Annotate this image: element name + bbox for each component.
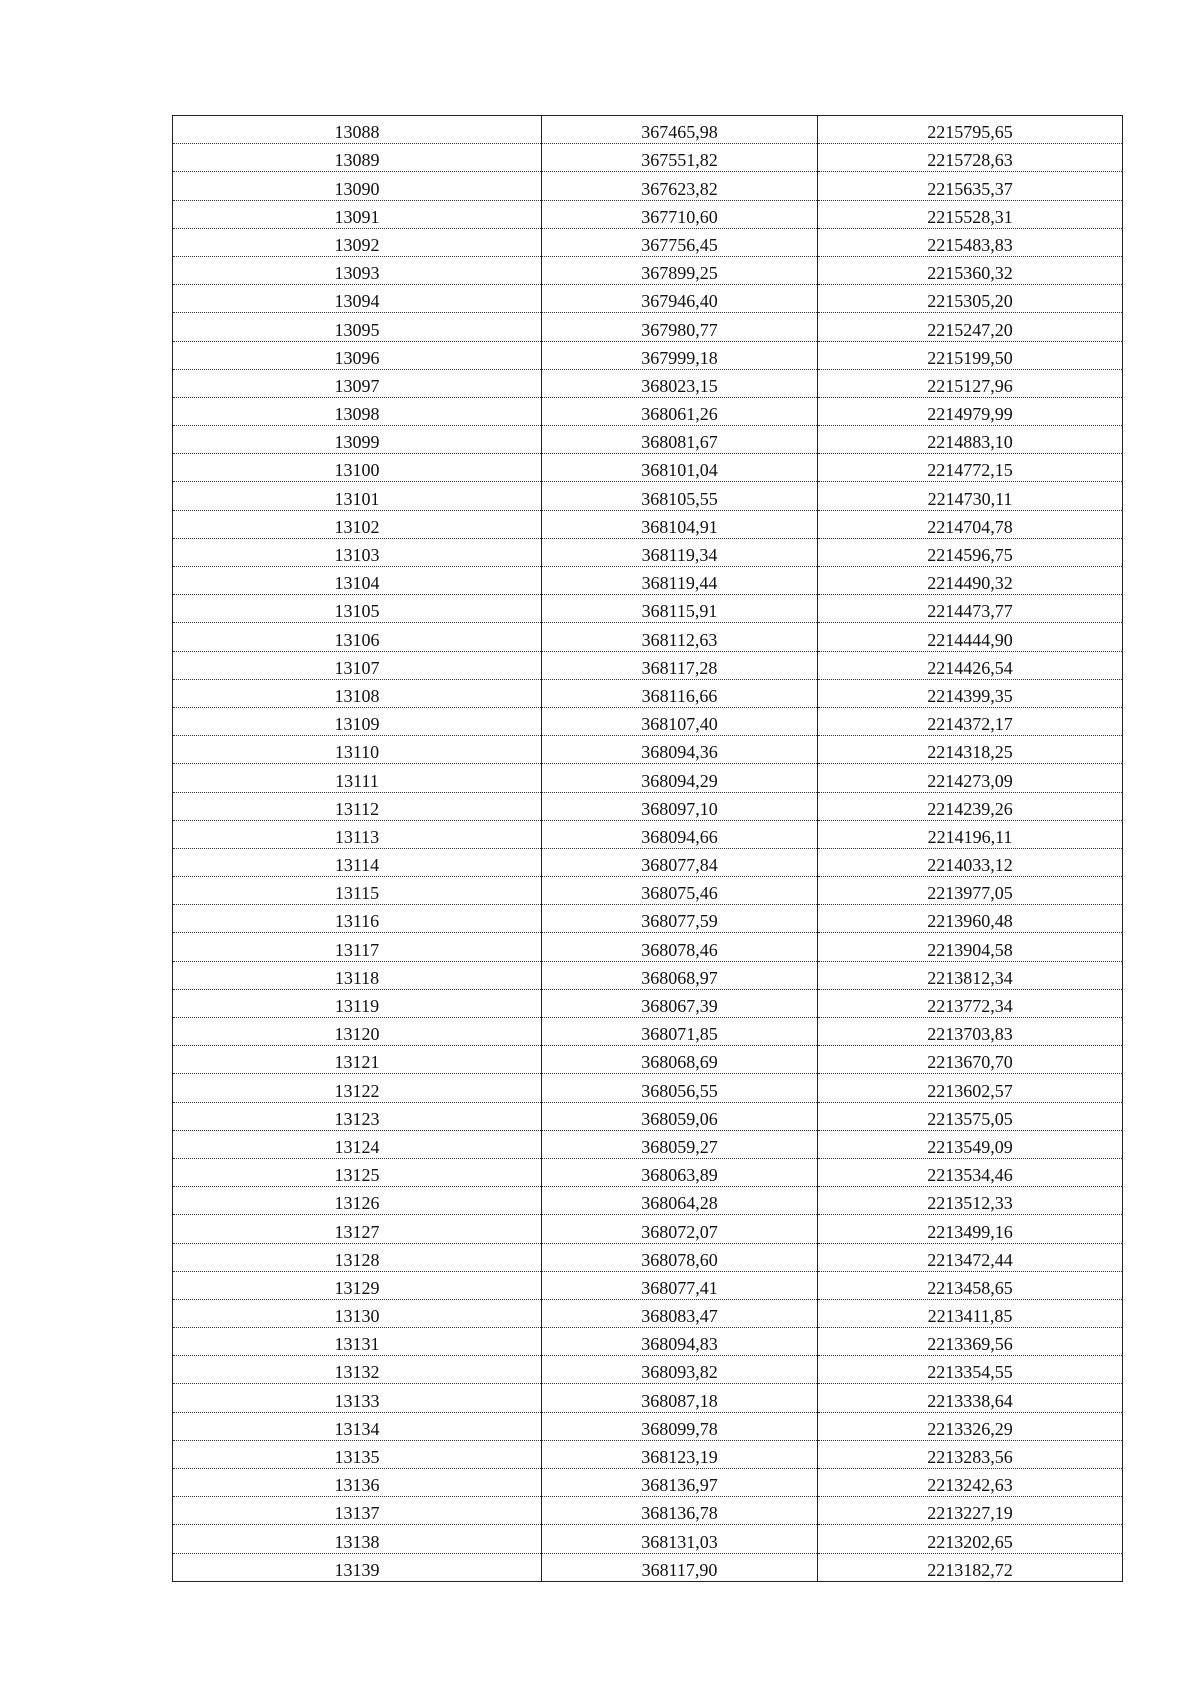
y-coordinate-cell: 2215127,96 bbox=[818, 369, 1123, 397]
point-number-cell: 13089 bbox=[173, 144, 542, 172]
point-number-cell: 13132 bbox=[173, 1356, 542, 1384]
point-number-cell: 13100 bbox=[173, 454, 542, 482]
point-number-cell: 13107 bbox=[173, 651, 542, 679]
x-coordinate-cell: 367999,18 bbox=[542, 341, 818, 369]
table-row bbox=[173, 567, 1123, 595]
point-number-cell: 13129 bbox=[173, 1271, 542, 1299]
table-row bbox=[173, 1243, 1123, 1271]
point-number-cell: 13126 bbox=[173, 1187, 542, 1215]
y-coordinate-cell: 2213283,56 bbox=[818, 1440, 1123, 1468]
x-coordinate-cell: 368083,47 bbox=[542, 1299, 818, 1327]
table-row bbox=[173, 707, 1123, 735]
point-number-cell: 13135 bbox=[173, 1440, 542, 1468]
x-coordinate-cell: 368077,41 bbox=[542, 1271, 818, 1299]
point-number-cell: 13091 bbox=[173, 200, 542, 228]
x-coordinate-cell: 368071,85 bbox=[542, 1018, 818, 1046]
x-coordinate-cell: 368068,69 bbox=[542, 1046, 818, 1074]
table-row bbox=[173, 651, 1123, 679]
y-coordinate-cell: 2215528,31 bbox=[818, 200, 1123, 228]
point-number-cell: 13112 bbox=[173, 792, 542, 820]
table-row bbox=[173, 679, 1123, 707]
coordinates-table bbox=[172, 115, 1123, 1582]
coordinates-table-body bbox=[173, 116, 1123, 1582]
y-coordinate-cell: 2214596,75 bbox=[818, 538, 1123, 566]
x-coordinate-cell: 368101,04 bbox=[542, 454, 818, 482]
table-row bbox=[173, 1553, 1123, 1581]
point-number-cell: 13105 bbox=[173, 595, 542, 623]
point-number-cell: 13128 bbox=[173, 1243, 542, 1271]
point-number-cell: 13116 bbox=[173, 905, 542, 933]
point-number-cell: 13090 bbox=[173, 172, 542, 200]
point-number-cell: 13117 bbox=[173, 933, 542, 961]
x-coordinate-cell: 368056,55 bbox=[542, 1074, 818, 1102]
table-row bbox=[173, 1384, 1123, 1412]
point-number-cell: 13137 bbox=[173, 1497, 542, 1525]
point-number-cell: 13134 bbox=[173, 1412, 542, 1440]
x-coordinate-cell: 368068,97 bbox=[542, 961, 818, 989]
x-coordinate-cell: 368077,84 bbox=[542, 848, 818, 876]
y-coordinate-cell: 2214730,11 bbox=[818, 482, 1123, 510]
point-number-cell: 13136 bbox=[173, 1469, 542, 1497]
x-coordinate-cell: 368097,10 bbox=[542, 792, 818, 820]
point-number-cell: 13131 bbox=[173, 1328, 542, 1356]
table-row bbox=[173, 1497, 1123, 1525]
point-number-cell: 13119 bbox=[173, 989, 542, 1017]
x-coordinate-cell: 368093,82 bbox=[542, 1356, 818, 1384]
x-coordinate-cell: 368063,89 bbox=[542, 1158, 818, 1186]
x-coordinate-cell: 368112,63 bbox=[542, 623, 818, 651]
x-coordinate-cell: 368116,66 bbox=[542, 679, 818, 707]
y-coordinate-cell: 2213549,09 bbox=[818, 1130, 1123, 1158]
table-row bbox=[173, 877, 1123, 905]
y-coordinate-cell: 2213904,58 bbox=[818, 933, 1123, 961]
table-row bbox=[173, 623, 1123, 651]
x-coordinate-cell: 367980,77 bbox=[542, 313, 818, 341]
point-number-cell: 13096 bbox=[173, 341, 542, 369]
point-number-cell: 13127 bbox=[173, 1215, 542, 1243]
y-coordinate-cell: 2215483,83 bbox=[818, 228, 1123, 256]
x-coordinate-cell: 367710,60 bbox=[542, 200, 818, 228]
x-coordinate-cell: 368067,39 bbox=[542, 989, 818, 1017]
table-row bbox=[173, 1271, 1123, 1299]
x-coordinate-cell: 367551,82 bbox=[542, 144, 818, 172]
point-number-cell: 13130 bbox=[173, 1299, 542, 1327]
table-row bbox=[173, 1299, 1123, 1327]
x-coordinate-cell: 367756,45 bbox=[542, 228, 818, 256]
table-row bbox=[173, 1158, 1123, 1186]
table-row bbox=[173, 1046, 1123, 1074]
table-row bbox=[173, 228, 1123, 256]
x-coordinate-cell: 368078,60 bbox=[542, 1243, 818, 1271]
table-row bbox=[173, 144, 1123, 172]
x-coordinate-cell: 368075,46 bbox=[542, 877, 818, 905]
y-coordinate-cell: 2214273,09 bbox=[818, 764, 1123, 792]
x-coordinate-cell: 368072,07 bbox=[542, 1215, 818, 1243]
point-number-cell: 13125 bbox=[173, 1158, 542, 1186]
point-number-cell: 13122 bbox=[173, 1074, 542, 1102]
y-coordinate-cell: 2214772,15 bbox=[818, 454, 1123, 482]
table-row bbox=[173, 313, 1123, 341]
y-coordinate-cell: 2215360,32 bbox=[818, 256, 1123, 284]
y-coordinate-cell: 2214399,35 bbox=[818, 679, 1123, 707]
table-row bbox=[173, 172, 1123, 200]
table-row bbox=[173, 764, 1123, 792]
y-coordinate-cell: 2214426,54 bbox=[818, 651, 1123, 679]
y-coordinate-cell: 2214704,78 bbox=[818, 510, 1123, 538]
point-number-cell: 13103 bbox=[173, 538, 542, 566]
y-coordinate-cell: 2215247,20 bbox=[818, 313, 1123, 341]
x-coordinate-cell: 368099,78 bbox=[542, 1412, 818, 1440]
y-coordinate-cell: 2213202,65 bbox=[818, 1525, 1123, 1553]
point-number-cell: 13106 bbox=[173, 623, 542, 651]
table-row bbox=[173, 397, 1123, 425]
point-number-cell: 13095 bbox=[173, 313, 542, 341]
y-coordinate-cell: 2213534,46 bbox=[818, 1158, 1123, 1186]
x-coordinate-cell: 368023,15 bbox=[542, 369, 818, 397]
x-coordinate-cell: 367899,25 bbox=[542, 256, 818, 284]
table-row bbox=[173, 848, 1123, 876]
point-number-cell: 13104 bbox=[173, 567, 542, 595]
x-coordinate-cell: 367465,98 bbox=[542, 116, 818, 144]
x-coordinate-cell: 368087,18 bbox=[542, 1384, 818, 1412]
y-coordinate-cell: 2214318,25 bbox=[818, 736, 1123, 764]
x-coordinate-cell: 368123,19 bbox=[542, 1440, 818, 1468]
point-number-cell: 13110 bbox=[173, 736, 542, 764]
y-coordinate-cell: 2214979,99 bbox=[818, 397, 1123, 425]
y-coordinate-cell: 2213458,65 bbox=[818, 1271, 1123, 1299]
point-number-cell: 13124 bbox=[173, 1130, 542, 1158]
y-coordinate-cell: 2213472,44 bbox=[818, 1243, 1123, 1271]
y-coordinate-cell: 2215728,63 bbox=[818, 144, 1123, 172]
table-row bbox=[173, 256, 1123, 284]
point-number-cell: 13098 bbox=[173, 397, 542, 425]
table-row bbox=[173, 369, 1123, 397]
y-coordinate-cell: 2213602,57 bbox=[818, 1074, 1123, 1102]
x-coordinate-cell: 368117,28 bbox=[542, 651, 818, 679]
y-coordinate-cell: 2214444,90 bbox=[818, 623, 1123, 651]
table-row bbox=[173, 538, 1123, 566]
y-coordinate-cell: 2215305,20 bbox=[818, 285, 1123, 313]
y-coordinate-cell: 2215635,37 bbox=[818, 172, 1123, 200]
table-row bbox=[173, 482, 1123, 510]
y-coordinate-cell: 2214473,77 bbox=[818, 595, 1123, 623]
x-coordinate-cell: 368119,34 bbox=[542, 538, 818, 566]
y-coordinate-cell: 2213960,48 bbox=[818, 905, 1123, 933]
y-coordinate-cell: 2213499,16 bbox=[818, 1215, 1123, 1243]
x-coordinate-cell: 368094,83 bbox=[542, 1328, 818, 1356]
y-coordinate-cell: 2213326,29 bbox=[818, 1412, 1123, 1440]
point-number-cell: 13115 bbox=[173, 877, 542, 905]
x-coordinate-cell: 368136,78 bbox=[542, 1497, 818, 1525]
x-coordinate-cell: 368078,46 bbox=[542, 933, 818, 961]
x-coordinate-cell: 367623,82 bbox=[542, 172, 818, 200]
point-number-cell: 13088 bbox=[173, 116, 542, 144]
table-row bbox=[173, 341, 1123, 369]
x-coordinate-cell: 368105,55 bbox=[542, 482, 818, 510]
point-number-cell: 13094 bbox=[173, 285, 542, 313]
y-coordinate-cell: 2213703,83 bbox=[818, 1018, 1123, 1046]
y-coordinate-cell: 2215199,50 bbox=[818, 341, 1123, 369]
point-number-cell: 13120 bbox=[173, 1018, 542, 1046]
y-coordinate-cell: 2213772,34 bbox=[818, 989, 1123, 1017]
y-coordinate-cell: 2214490,32 bbox=[818, 567, 1123, 595]
x-coordinate-cell: 368094,29 bbox=[542, 764, 818, 792]
y-coordinate-cell: 2215795,65 bbox=[818, 116, 1123, 144]
y-coordinate-cell: 2213512,33 bbox=[818, 1187, 1123, 1215]
y-coordinate-cell: 2213182,72 bbox=[818, 1553, 1123, 1581]
table-row bbox=[173, 961, 1123, 989]
point-number-cell: 13092 bbox=[173, 228, 542, 256]
point-number-cell: 13113 bbox=[173, 820, 542, 848]
x-coordinate-cell: 368064,28 bbox=[542, 1187, 818, 1215]
table-row bbox=[173, 595, 1123, 623]
x-coordinate-cell: 368136,97 bbox=[542, 1469, 818, 1497]
table-row bbox=[173, 1018, 1123, 1046]
point-number-cell: 13133 bbox=[173, 1384, 542, 1412]
point-number-cell: 13109 bbox=[173, 707, 542, 735]
x-coordinate-cell: 368094,66 bbox=[542, 820, 818, 848]
table-row bbox=[173, 1525, 1123, 1553]
x-coordinate-cell: 368094,36 bbox=[542, 736, 818, 764]
y-coordinate-cell: 2213354,55 bbox=[818, 1356, 1123, 1384]
point-number-cell: 13108 bbox=[173, 679, 542, 707]
y-coordinate-cell: 2214883,10 bbox=[818, 426, 1123, 454]
point-number-cell: 13111 bbox=[173, 764, 542, 792]
point-number-cell: 13138 bbox=[173, 1525, 542, 1553]
table-row bbox=[173, 792, 1123, 820]
point-number-cell: 13139 bbox=[173, 1553, 542, 1581]
x-coordinate-cell: 368059,27 bbox=[542, 1130, 818, 1158]
y-coordinate-cell: 2213812,34 bbox=[818, 961, 1123, 989]
x-coordinate-cell: 368131,03 bbox=[542, 1525, 818, 1553]
table-row bbox=[173, 1074, 1123, 1102]
table-row bbox=[173, 820, 1123, 848]
table-row bbox=[173, 1102, 1123, 1130]
table-row bbox=[173, 116, 1123, 144]
y-coordinate-cell: 2213977,05 bbox=[818, 877, 1123, 905]
x-coordinate-cell: 368119,44 bbox=[542, 567, 818, 595]
point-number-cell: 13097 bbox=[173, 369, 542, 397]
y-coordinate-cell: 2213575,05 bbox=[818, 1102, 1123, 1130]
point-number-cell: 13121 bbox=[173, 1046, 542, 1074]
table-row bbox=[173, 1440, 1123, 1468]
point-number-cell: 13114 bbox=[173, 848, 542, 876]
table-row bbox=[173, 736, 1123, 764]
y-coordinate-cell: 2213369,56 bbox=[818, 1328, 1123, 1356]
table-row bbox=[173, 989, 1123, 1017]
y-coordinate-cell: 2213670,70 bbox=[818, 1046, 1123, 1074]
point-number-cell: 13102 bbox=[173, 510, 542, 538]
table-row bbox=[173, 1412, 1123, 1440]
table-row bbox=[173, 1356, 1123, 1384]
x-coordinate-cell: 368061,26 bbox=[542, 397, 818, 425]
table-row bbox=[173, 905, 1123, 933]
x-coordinate-cell: 368104,91 bbox=[542, 510, 818, 538]
table-row bbox=[173, 1328, 1123, 1356]
table-row bbox=[173, 1130, 1123, 1158]
y-coordinate-cell: 2214239,26 bbox=[818, 792, 1123, 820]
table-row bbox=[173, 510, 1123, 538]
x-coordinate-cell: 368107,40 bbox=[542, 707, 818, 735]
x-coordinate-cell: 368059,06 bbox=[542, 1102, 818, 1130]
y-coordinate-cell: 2214033,12 bbox=[818, 848, 1123, 876]
y-coordinate-cell: 2213411,85 bbox=[818, 1299, 1123, 1327]
x-coordinate-cell: 368115,91 bbox=[542, 595, 818, 623]
point-number-cell: 13118 bbox=[173, 961, 542, 989]
table-row bbox=[173, 1469, 1123, 1497]
x-coordinate-cell: 368077,59 bbox=[542, 905, 818, 933]
point-number-cell: 13123 bbox=[173, 1102, 542, 1130]
table-row bbox=[173, 1215, 1123, 1243]
x-coordinate-cell: 368117,90 bbox=[542, 1553, 818, 1581]
table-row bbox=[173, 454, 1123, 482]
point-number-cell: 13093 bbox=[173, 256, 542, 284]
x-coordinate-cell: 367946,40 bbox=[542, 285, 818, 313]
table-row bbox=[173, 285, 1123, 313]
table-row bbox=[173, 426, 1123, 454]
y-coordinate-cell: 2214372,17 bbox=[818, 707, 1123, 735]
y-coordinate-cell: 2213242,63 bbox=[818, 1469, 1123, 1497]
point-number-cell: 13101 bbox=[173, 482, 542, 510]
table-row bbox=[173, 1187, 1123, 1215]
table-row bbox=[173, 200, 1123, 228]
y-coordinate-cell: 2213338,64 bbox=[818, 1384, 1123, 1412]
x-coordinate-cell: 368081,67 bbox=[542, 426, 818, 454]
point-number-cell: 13099 bbox=[173, 426, 542, 454]
y-coordinate-cell: 2214196,11 bbox=[818, 820, 1123, 848]
table-row bbox=[173, 933, 1123, 961]
y-coordinate-cell: 2213227,19 bbox=[818, 1497, 1123, 1525]
